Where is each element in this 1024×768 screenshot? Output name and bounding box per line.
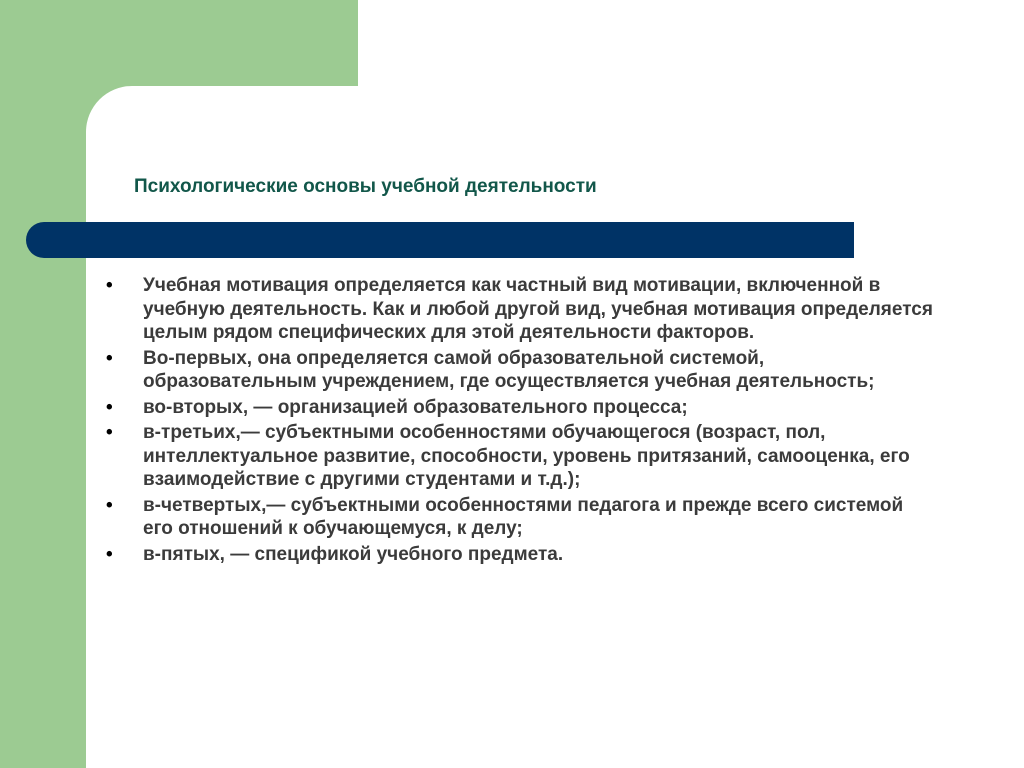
bullet-dot-icon: •	[106, 396, 113, 418]
bullet-text: Во-первых, она определяется самой образовательной системой, образовательным учреждением, где осуществляется учебная деятельность;	[143, 347, 875, 392]
bullet-item	[106, 494, 936, 541]
bullet-text: во-вторых, — организацией образовательного процесса;	[143, 396, 688, 418]
bullet-dot-icon: •	[106, 543, 113, 565]
bullet-text: Учебная мотивация определяется как частный вид мотивации, включенной в учебную деятельность. Как и любой другой вид, учебная мотивация определяется целым рядом специфических для этой деятельности факторов.	[143, 275, 933, 343]
bullet-dot-icon: •	[106, 422, 113, 443]
bullet-item	[106, 396, 936, 420]
bullet-item	[106, 274, 936, 345]
bullet-item	[106, 543, 936, 567]
bullet-text: в-пятых, — спецификой учебного предмета.	[143, 543, 564, 565]
bullet-text: в-четвертых,— субъектными особенностями педагога и прежде всего системой его отношений к обучающемуся, к делу;	[143, 494, 904, 539]
bullet-dot-icon: •	[106, 494, 113, 516]
bullet-text: в-третьих,— субъектными особенностями обучающегося (возраст, пол, интеллектуальное развитие, способности, уровень притязаний, самооценка, его взаимодействие с другими студентами и т.д.);	[143, 422, 910, 490]
title-underline-bar	[26, 222, 854, 258]
bullet-item	[106, 347, 936, 394]
bullet-list	[106, 274, 936, 568]
slide-title: Психологические основы учебной деятельности	[134, 176, 597, 197]
bullet-dot-icon: •	[106, 275, 113, 296]
bullet-dot-icon: •	[106, 347, 113, 369]
bullet-item	[106, 421, 936, 492]
